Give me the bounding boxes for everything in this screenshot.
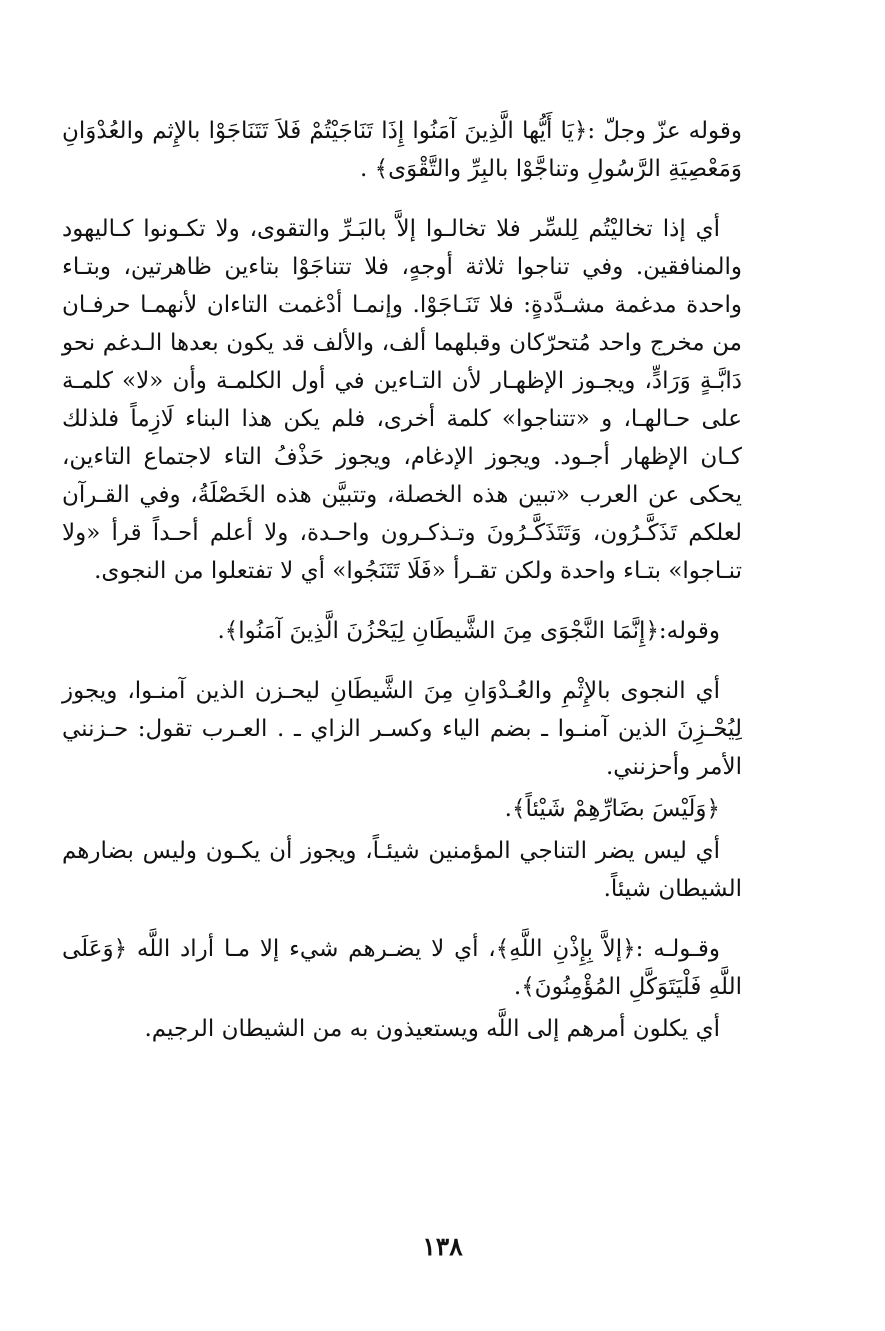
paragraph-commentary-4: أي يكلون أمرهم إلى اللَّه ويستعيذون به من الشيطان الرجيم.	[144, 1016, 720, 1042]
paragraph-verse-2: وقوله:﴿إِنَّمَا النَّجْوَى مِنَ الشَّيطَانِ لِيَحْزُنَ الَّذِينَ آمَنُوا﴾.	[217, 618, 720, 644]
paragraph-verse-1: وقوله عزّ وجلّ :﴿يَا أَيُّها الَّذِينَ آمَنُوا إِذَا تَنَاجَيْتُمْ فَلاَ تَتَنَاجَوْا بالإِثم والعُدْوَانِ وَمَعْصِيَةِ الرَّسُولِ وتناجَّوْا بالبِرِّ والتَّقْوَى﴾ .	[62, 118, 742, 182]
paragraph-commentary-1: أي إذا تخاليْتُم لِلسِّر فلا تخالـوا إلاَّ بالبَـرِّ والتقوى، ولا تكـونوا كـاليهود والمنافقين. وفي تناجوا ثلاثة أوجهٍ، فلا تتناجَوْا بتاءين ظاهرتين، وبتـاء واحدة مدغمة مشـدَّدةٍ: فلا تَنَـاجَوْا. وإنمـا أدْغمت التاءان لأنهمـا حرفـان من مخرج واحد مُتحرّكان وقبلهما ألف، والألف قد يكون بعدها الـدغم نحو دَابَّـةٍ وَرَادٍّ، ويجـوز الإظهـار لأن التـاءين في أول الكلمـة وأن «لا» كلمـة على حـالهـا، و «تتناجوا» كلمة أخرى، فلم يكن هذا البناء لَازِماً فلذلك كـان الإظهار أجـود. ويجوز الإدغام، ويجوز حَذْفُ التاء لاجتماع التاءين، يحكى عن العرب «تبين هذه الخصلة، وتتبيَّن هذه الخَصْلَةُ، وفي القـرآن لعلكم تَذَكَّـرُون، وَتَتَذَكَّـرُونَ وتـذكـرون واحـدة، ولا أعلم أحـداً قرأ «ولا تنـاجوا» بتـاء واحدة ولكن تقـرأ «فَلَا تَتَنَجُوا» أي لا تفتعلوا من النجوى.	[62, 216, 742, 584]
page-number: ١٣٨	[422, 1232, 463, 1261]
paragraph-verse-4: وقـولـه :﴿إلاَّ بِإِذْنِ اللَّهِ﴾، أي لا يضـرهم شيء إلا مـا أراد اللَّه ﴿وَعَلَى اللَّهِ فَلْيَتَوَكَّلِ المُؤْمِنُونَ﴾.	[62, 936, 742, 1000]
paragraph-commentary-3: أي ليس يضر التناجي المؤمنين شيئـاً، ويجوز أن يكـون وليس بضارهم الشيطان شيئاً.	[62, 838, 742, 902]
paragraph-commentary-2: أي النجوى بالإِثْمِ والعُـدْوَانِ مِنَ الشَّيطَانِ ليحـزن الذين آمنـوا، ويجوز لِيُحْـزِنَ الذين آمنـوا ـ بضم الياء وكسـر الزاي ـ . العـرب تقول: حـزنني الأمر وأحزنني.	[62, 678, 742, 780]
paragraph-verse-3: ﴿وَلَيْسَ بضَارِّهِمْ شَيْئاً﴾.	[504, 796, 720, 822]
main-text	[62, 112, 742, 1070]
